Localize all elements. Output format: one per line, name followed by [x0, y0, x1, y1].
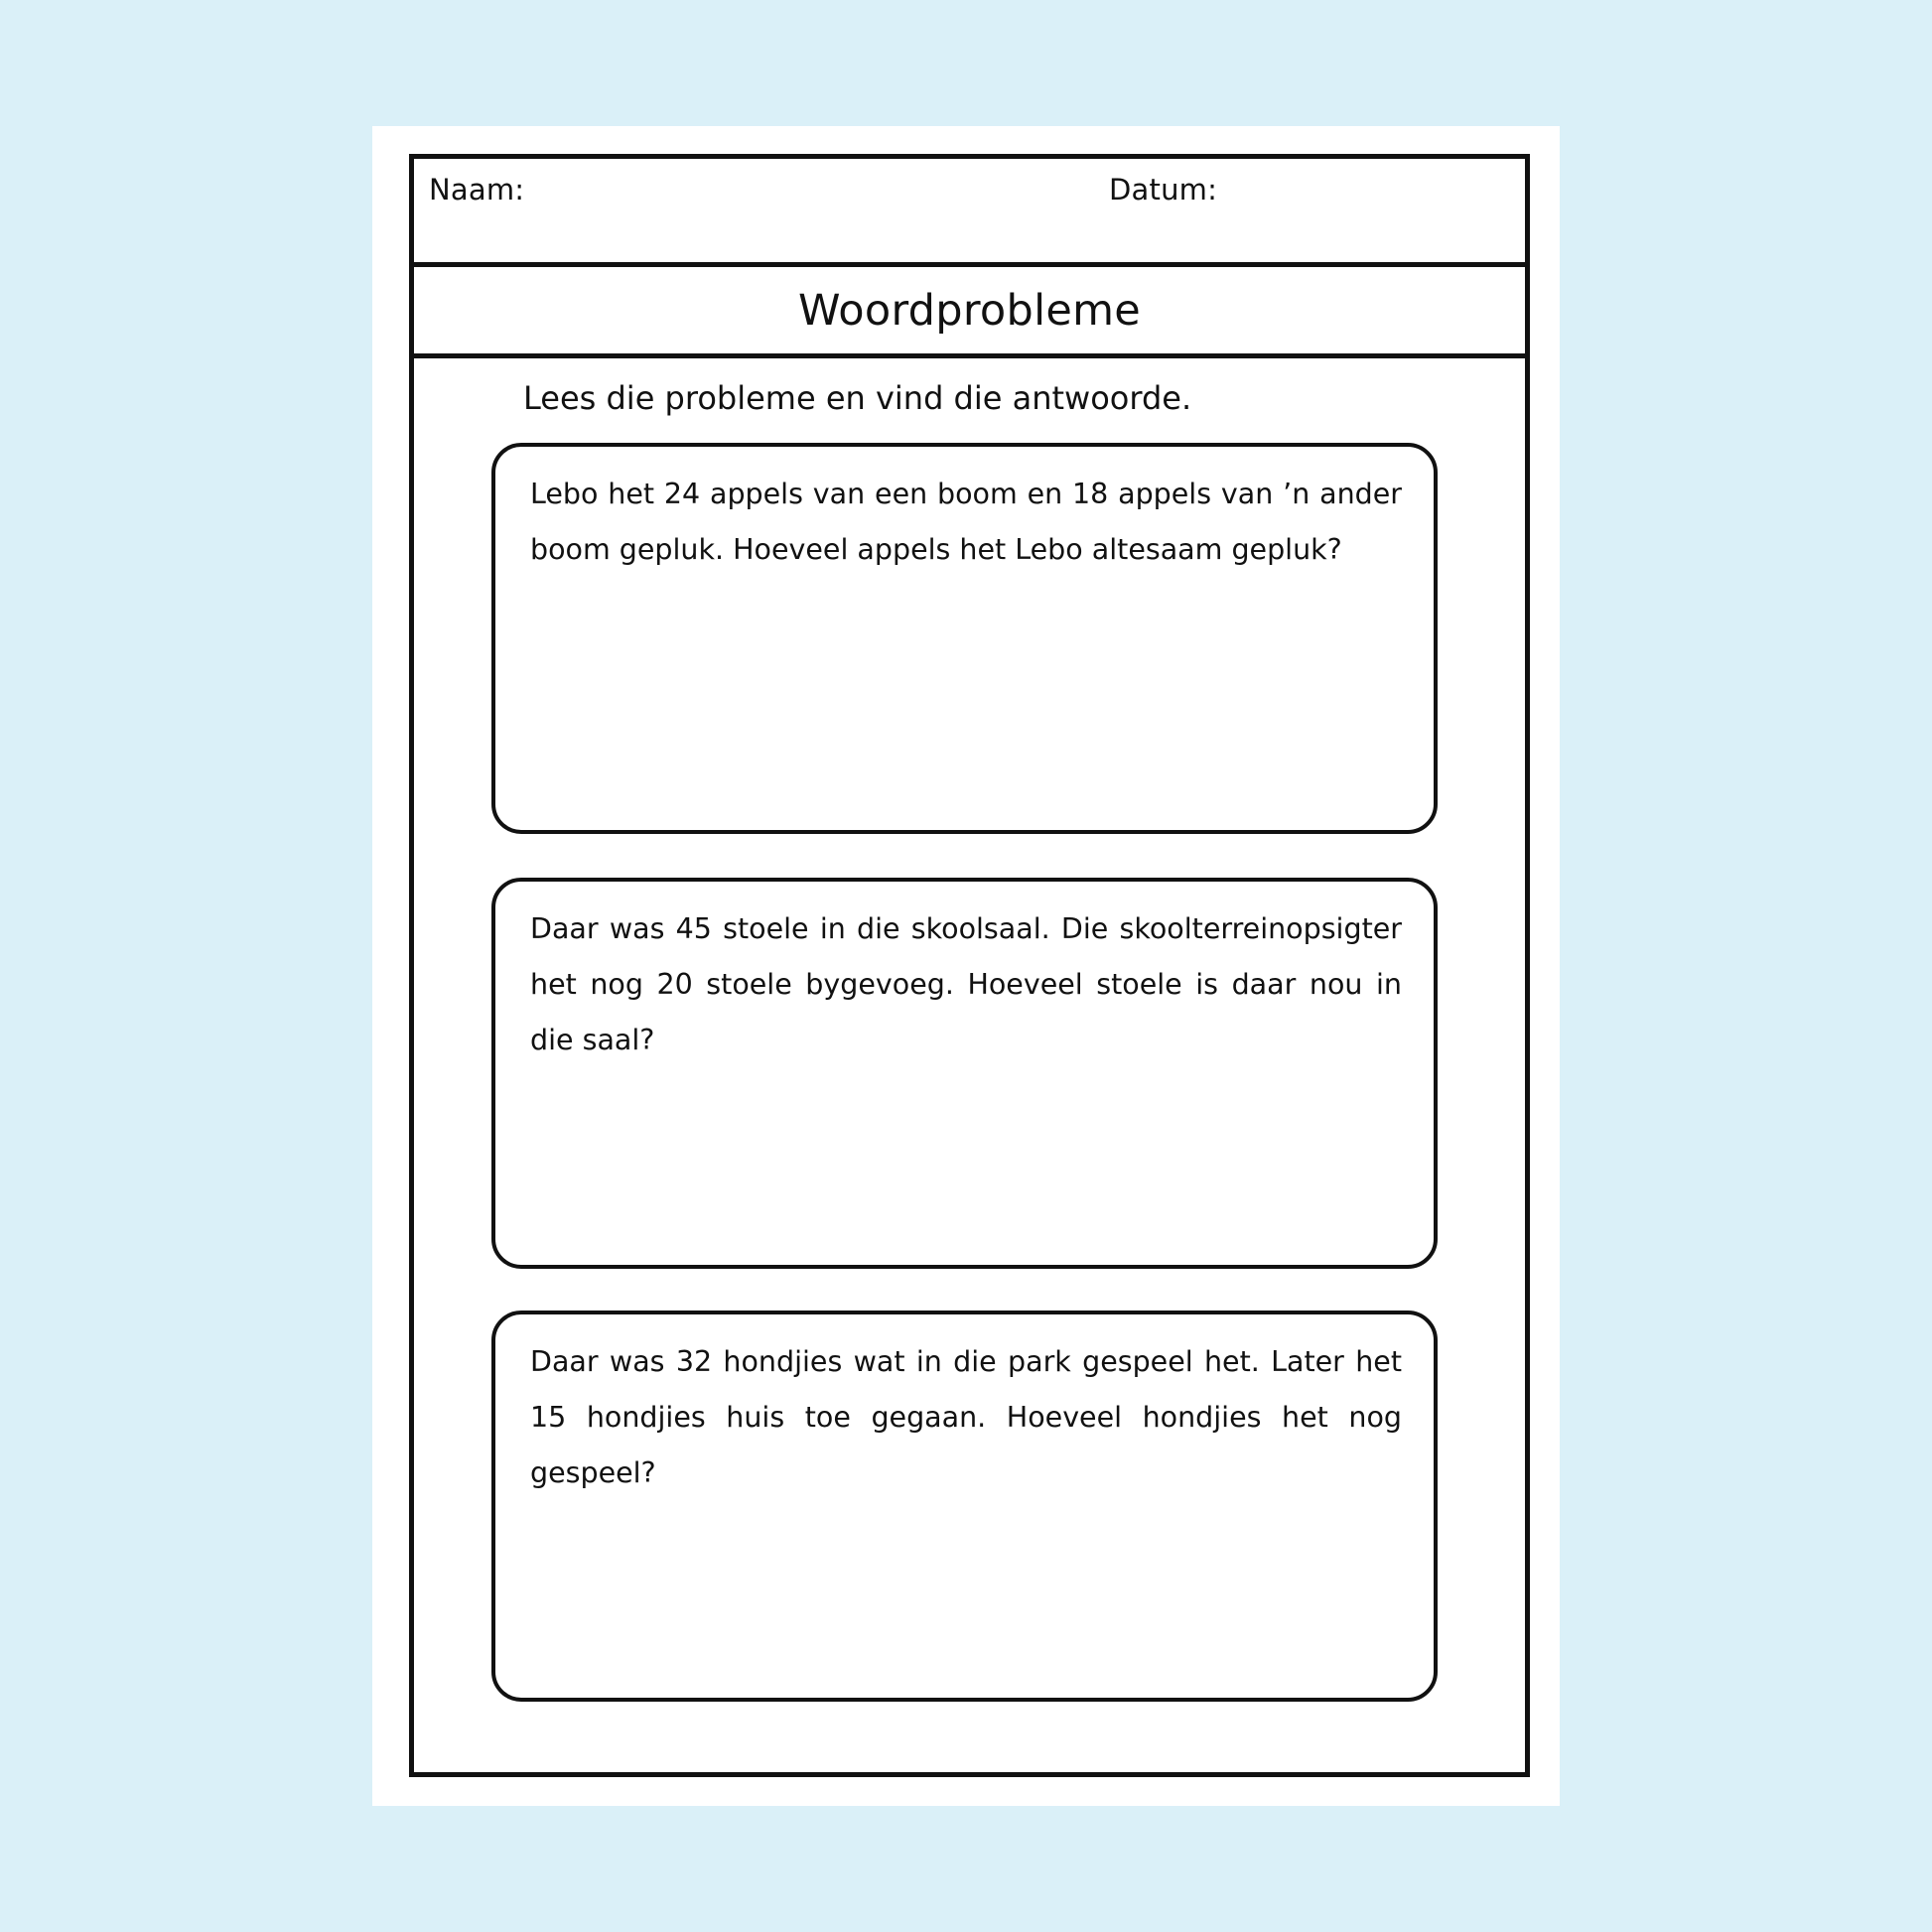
- problem-text-1: Lebo het 24 appels van een boom en 18 appels van ’n ander boom gepluk. Hoeveel appels het Lebo altesaam gepluk?: [530, 478, 1402, 566]
- worksheet-frame: [409, 154, 1530, 1777]
- problem-box-1: [491, 443, 1438, 834]
- title-row: [414, 267, 1525, 358]
- problem-box-3: [491, 1311, 1438, 1702]
- header-row: [414, 159, 1525, 267]
- worksheet-page: [372, 126, 1560, 1806]
- problem-text-3: Daar was 32 hondjies wat in die park gespeel het. Later het 15 hondjies huis toe gegaan. Hoeveel hondjies het nog gespeel?: [530, 1345, 1402, 1489]
- problem-box-2: [491, 878, 1438, 1269]
- problem-text-2: Daar was 45 stoele in die skoolsaal. Die skoolterreinopsigter het nog 20 stoele bygevoeg. Hoeveel stoele is daar nou in die saal?: [530, 912, 1402, 1056]
- instructions-text: Lees die probleme en vind die antwoorde.: [523, 379, 1192, 417]
- date-label: Datum:: [1109, 173, 1218, 207]
- worksheet-title: Woordprobleme: [797, 285, 1142, 336]
- name-label: Naam:: [429, 173, 525, 207]
